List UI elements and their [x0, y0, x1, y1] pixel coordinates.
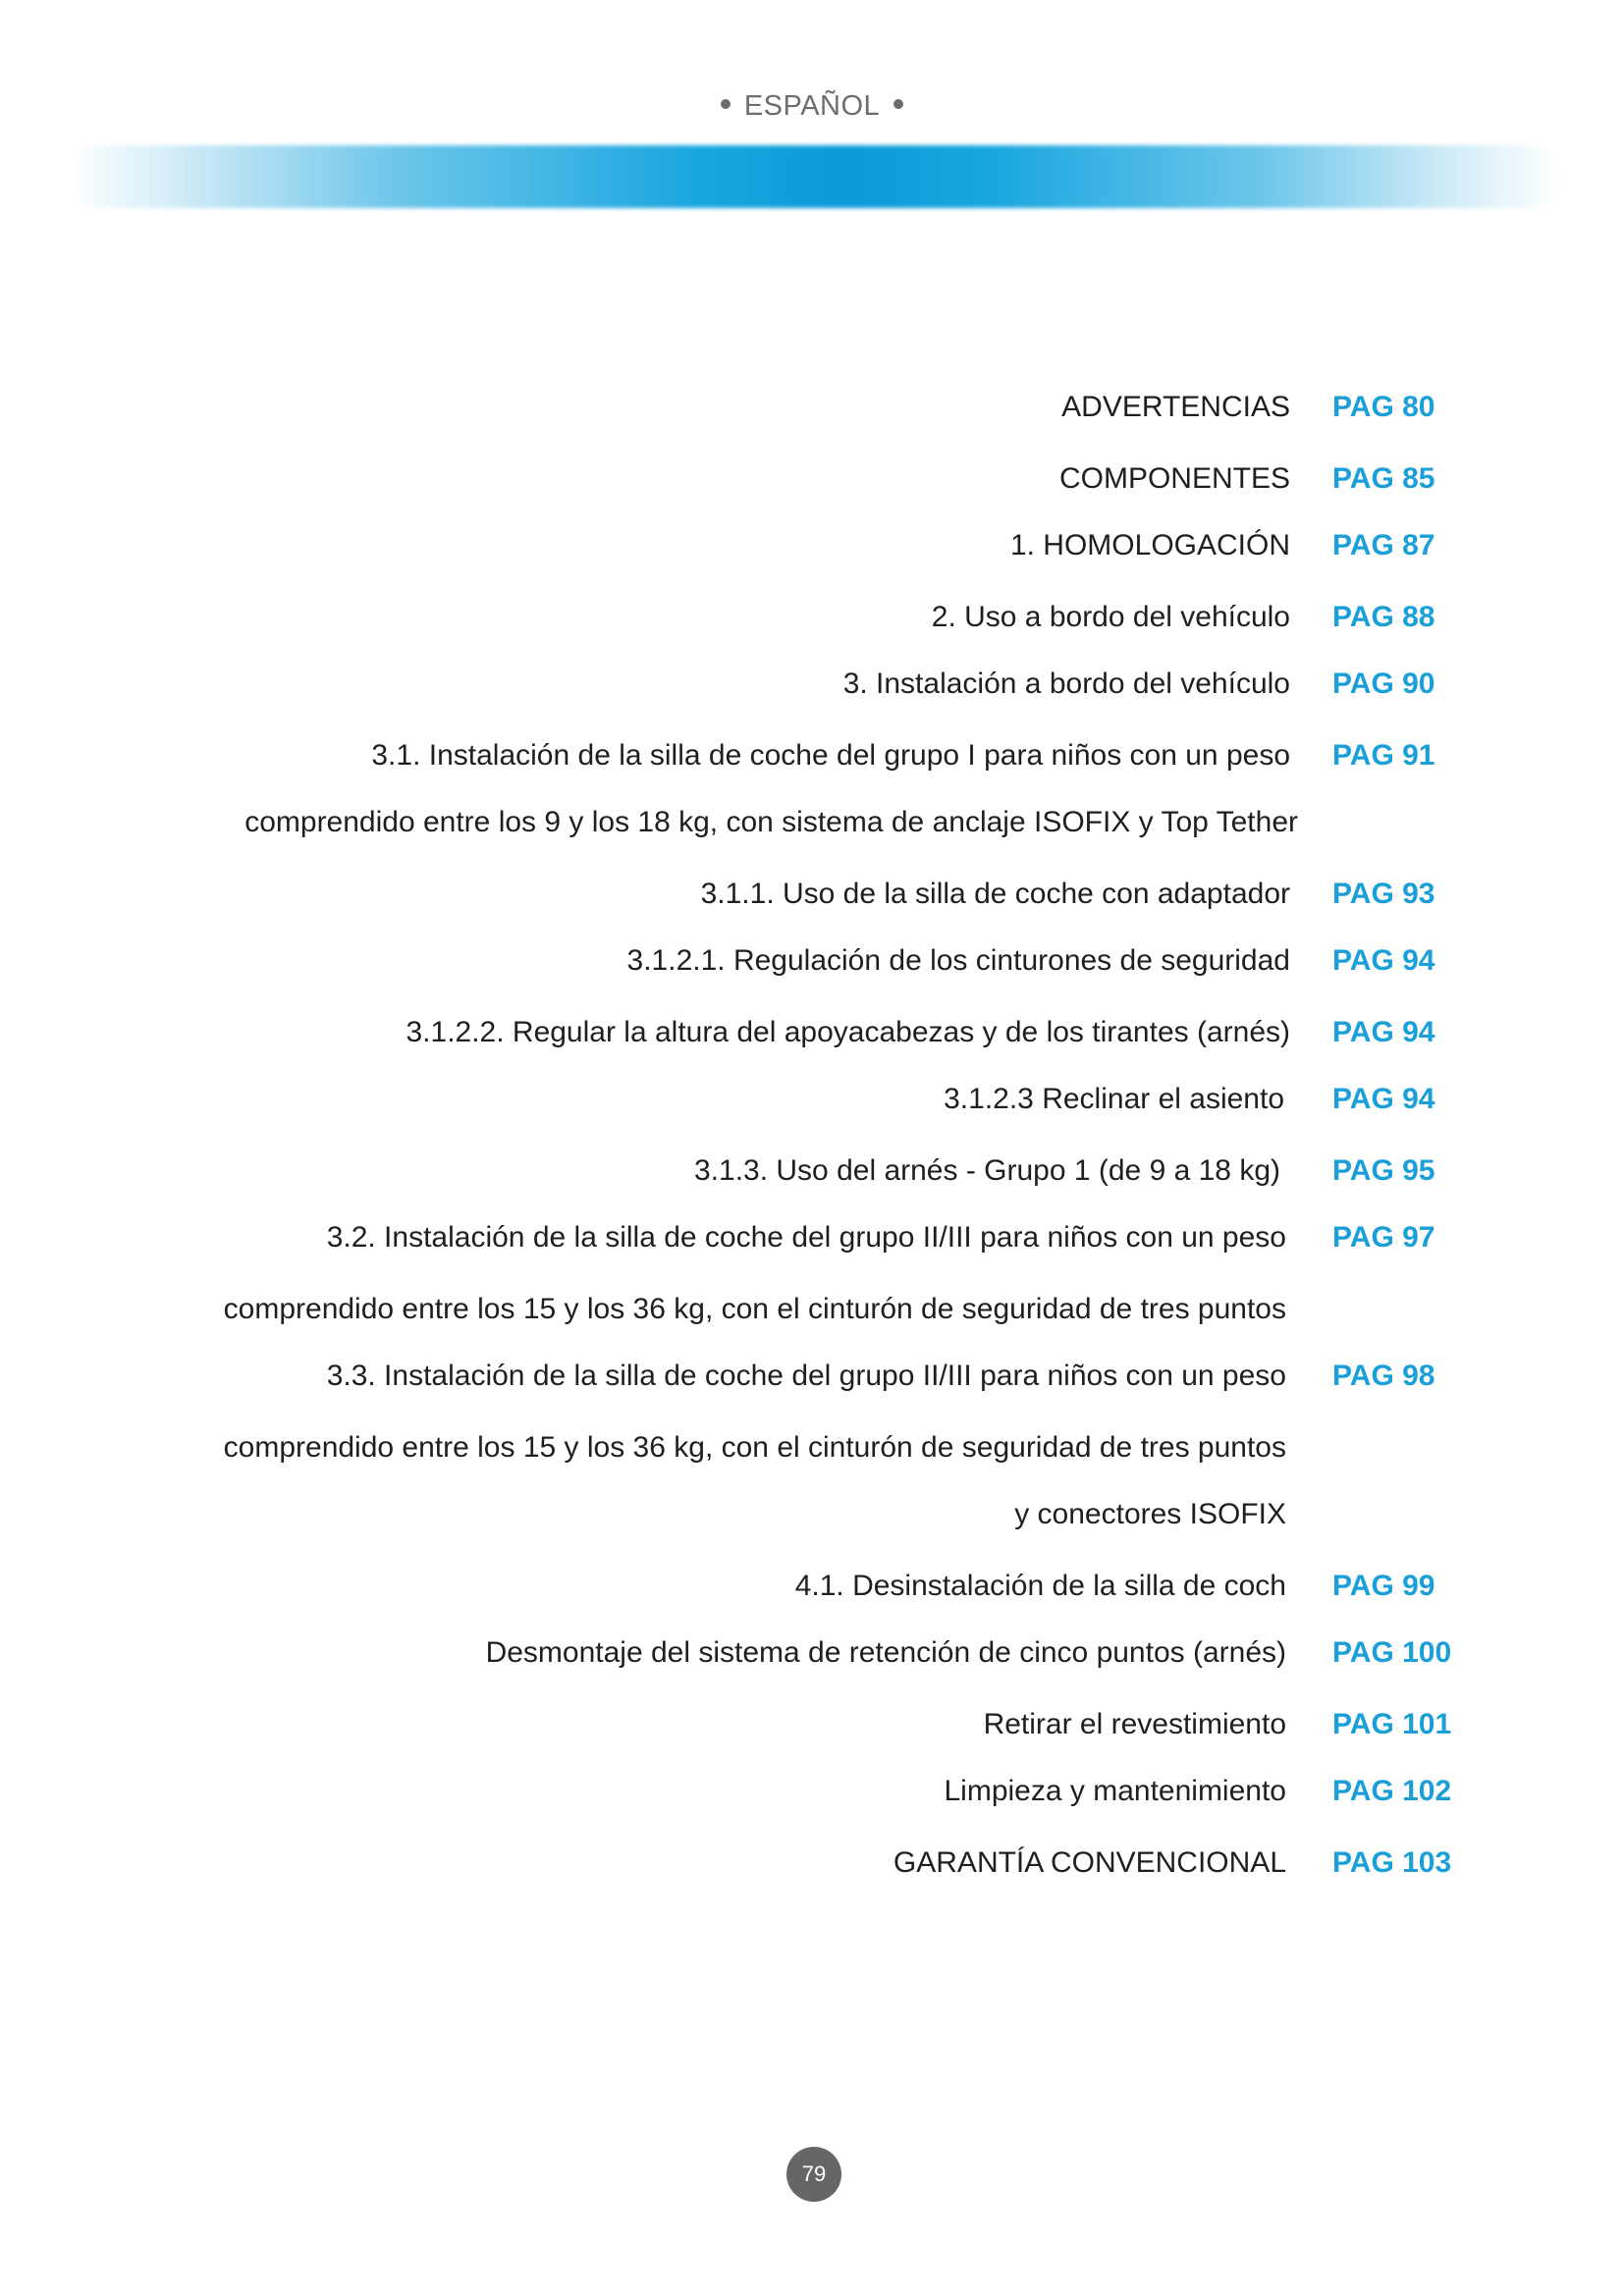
toc-entry-title: 3.1.2.1. Regulación de los cinturones de seguridad: [626, 944, 1290, 977]
toc-entry-page[interactable]: PAG 85: [1332, 462, 1435, 495]
toc-entry-page[interactable]: PAG 97: [1332, 1221, 1435, 1254]
toc-entry[interactable]: [0, 1218, 1624, 1257]
toc-entry-page[interactable]: PAG 93: [1332, 878, 1435, 910]
toc-entry[interactable]: [0, 1772, 1624, 1811]
toc-entry-title: comprendido entre los 15 y los 36 kg, con el cinturón de seguridad de tres puntos: [223, 1431, 1286, 1464]
toc-entry-page[interactable]: PAG 94: [1332, 1083, 1435, 1115]
toc-entry[interactable]: [0, 1080, 1624, 1119]
toc-entry-title: Desmontaje del sistema de retención de cinco puntos (arnés): [485, 1636, 1286, 1669]
page-number-badge: 79: [786, 2147, 841, 2202]
toc-entry-title: 3.1.2.3 Reclinar el asiento: [944, 1083, 1284, 1115]
toc-entry[interactable]: [0, 1357, 1624, 1396]
toc-entry[interactable]: [0, 1843, 1624, 1883]
bullet-icon: [893, 99, 903, 109]
toc-entry-page[interactable]: PAG 88: [1332, 601, 1435, 633]
toc-entry-continuation: [0, 1428, 1624, 1468]
toc-entry-continuation: [0, 1290, 1624, 1329]
toc-entry-title: ADVERTENCIAS: [1061, 391, 1290, 423]
language-header: [0, 90, 1624, 123]
language-label: ESPAÑOL: [743, 90, 881, 122]
toc-entry-page[interactable]: PAG 94: [1332, 1016, 1435, 1048]
toc-entry-page[interactable]: PAG 99: [1332, 1570, 1435, 1602]
toc-entry-title: 3.2. Instalación de la silla de coche del grupo II/III para niños con un peso: [326, 1221, 1286, 1254]
toc-entry-title: GARANTÍA CONVENCIONAL: [893, 1846, 1286, 1879]
toc-entry-page[interactable]: PAG 102: [1332, 1775, 1452, 1807]
toc-entry-page[interactable]: PAG 87: [1332, 529, 1435, 561]
toc-entry[interactable]: [0, 598, 1624, 637]
toc-entry-title: COMPONENTES: [1058, 462, 1290, 495]
toc-entry[interactable]: [0, 665, 1624, 704]
toc-entry[interactable]: [0, 875, 1624, 914]
header-gradient-band: [69, 145, 1559, 208]
toc-entry-title: 3.1. Instalación de la silla de coche del grupo I para niños con un peso: [371, 739, 1290, 772]
toc-entry-page[interactable]: PAG 103: [1332, 1846, 1452, 1879]
toc-entry-title: 1. HOMOLOGACIÓN: [1009, 529, 1290, 561]
toc-entry[interactable]: [0, 1013, 1624, 1052]
toc-entry-title: Limpieza y mantenimiento: [944, 1775, 1286, 1807]
toc-entry[interactable]: [0, 388, 1624, 427]
toc-entry-page[interactable]: PAG 101: [1332, 1708, 1452, 1740]
toc-entry[interactable]: [0, 1633, 1624, 1673]
toc-entry-title: 3.1.3. Uso del arnés - Grupo 1 (de 9 a 18 kg): [694, 1154, 1280, 1187]
toc-entry-title: 3.1.1. Uso de la silla de coche con adaptador: [700, 878, 1290, 910]
toc-entry-title: 2. Uso a bordo del vehículo: [931, 601, 1290, 633]
toc-entry-title: y conectores ISOFIX: [1014, 1498, 1286, 1530]
toc-entry-title: 3. Instalación a bordo del vehículo: [842, 667, 1290, 700]
toc-entry-title: 4.1. Desinstalación de la silla de coch: [794, 1570, 1286, 1602]
toc-entry-page[interactable]: PAG 90: [1332, 667, 1435, 700]
toc-entry[interactable]: [0, 941, 1624, 981]
toc-entry[interactable]: [0, 736, 1624, 775]
toc-entry-title: 3.3. Instalación de la silla de coche del grupo II/III para niños con un peso: [326, 1360, 1286, 1392]
bullet-icon: [721, 99, 731, 109]
toc-entry-page[interactable]: PAG 80: [1332, 391, 1435, 423]
toc-entry-title: comprendido entre los 15 y los 36 kg, con el cinturón de seguridad de tres puntos: [223, 1293, 1286, 1325]
toc-entry[interactable]: [0, 459, 1624, 499]
toc-entry-page[interactable]: PAG 94: [1332, 944, 1435, 977]
toc-entry[interactable]: [0, 1151, 1624, 1191]
toc-entry-continuation: [0, 1495, 1624, 1534]
toc-entry-page[interactable]: PAG 100: [1332, 1636, 1452, 1669]
toc-entry-page[interactable]: PAG 91: [1332, 739, 1435, 772]
toc-entry-title: Retirar el revestimiento: [983, 1708, 1286, 1740]
toc-entry-page[interactable]: PAG 95: [1332, 1154, 1435, 1187]
toc-entry-title: comprendido entre los 9 y los 18 kg, con sistema de anclaje ISOFIX y Top Tether: [244, 806, 1298, 838]
toc-entry-continuation: [0, 803, 1624, 842]
toc-entry-page[interactable]: PAG 98: [1332, 1360, 1435, 1392]
toc-entry[interactable]: [0, 1567, 1624, 1606]
toc-entry[interactable]: [0, 526, 1624, 565]
toc-entry-title: 3.1.2.2. Regular la altura del apoyacabezas y de los tirantes (arnés): [406, 1016, 1290, 1048]
toc-entry[interactable]: [0, 1705, 1624, 1744]
